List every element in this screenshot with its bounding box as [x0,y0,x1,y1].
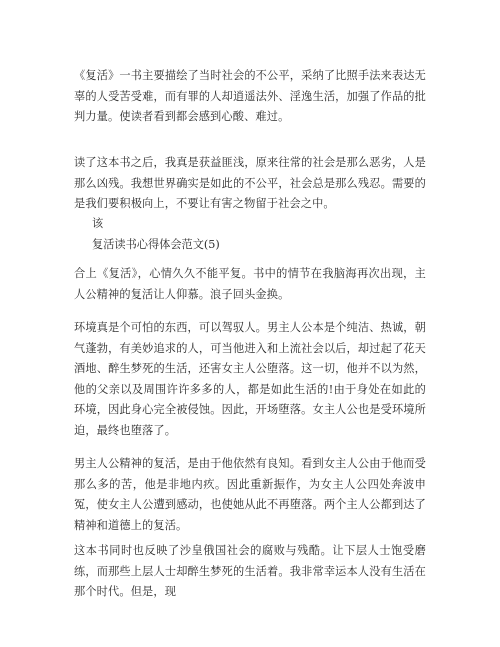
paragraph-6: 这本书同时也反映了沙皇俄国社会的腐败与残酷。让下层人士饱受磨练，而那些上层人士却醉生梦死的生活着。我非常幸运本人没有生活在那个时代。但是，现 [74,544,426,598]
paragraph-2: 读了这本书之后，我真是获益匪浅，原来往常的社会是那么恶劣，人是那么凶残。我想世界确实是如此的不公平，社会总是那么残忍。需要的是我们要积极向上，不要让有害之物留于社会之中。 [74,156,426,210]
section-title: 复活读书心得体会范文(5) [92,238,220,251]
paragraph-4: 环境真是个可怕的东西，可以驾驭人。男主人公本是个纯洁、热诚，朝气蓬勃，有美妙追求的人，可当他进入和上流社会以后，却过起了花天酒地、醉生梦死的生活，还害女主人公堕落。这一切，他并不以为然，他的父亲以及周围许许多多的人，都是如此生活的!由于身处在如此的环境，因此身心完全被侵蚀。因此，开场堕落。女主人公也是受环境所迫，最终也堕落了。 [74,321,426,437]
paragraph-5: 男主人公精神的复活，是由于他依然有良知。看到女主人公由于他而受那么多的苦，他是非地内疚。因此重新振作，为女主人公四处奔波申冤，使女主人公遭到感动，也使她从此不再堕落。两个主人公都到达了精神和道德上的复活。 [74,457,426,532]
fragment-text: 该 [92,217,104,230]
paragraph-1: 《复活》一书主要描绘了当时社会的不公平，采纳了比照手法来表达无辜的人受苦受难，而有罪的人却逍遥法外、淫逸生活，加强了作品的批判力量。使读者看到都会感到心酸、难过。 [74,69,426,123]
paragraph-3: 合上《复活》，心情久久不能平复。书中的情节在我脑海再次出现，主人公精神的复活让人仰慕。浪子回头金换。 [74,267,426,301]
